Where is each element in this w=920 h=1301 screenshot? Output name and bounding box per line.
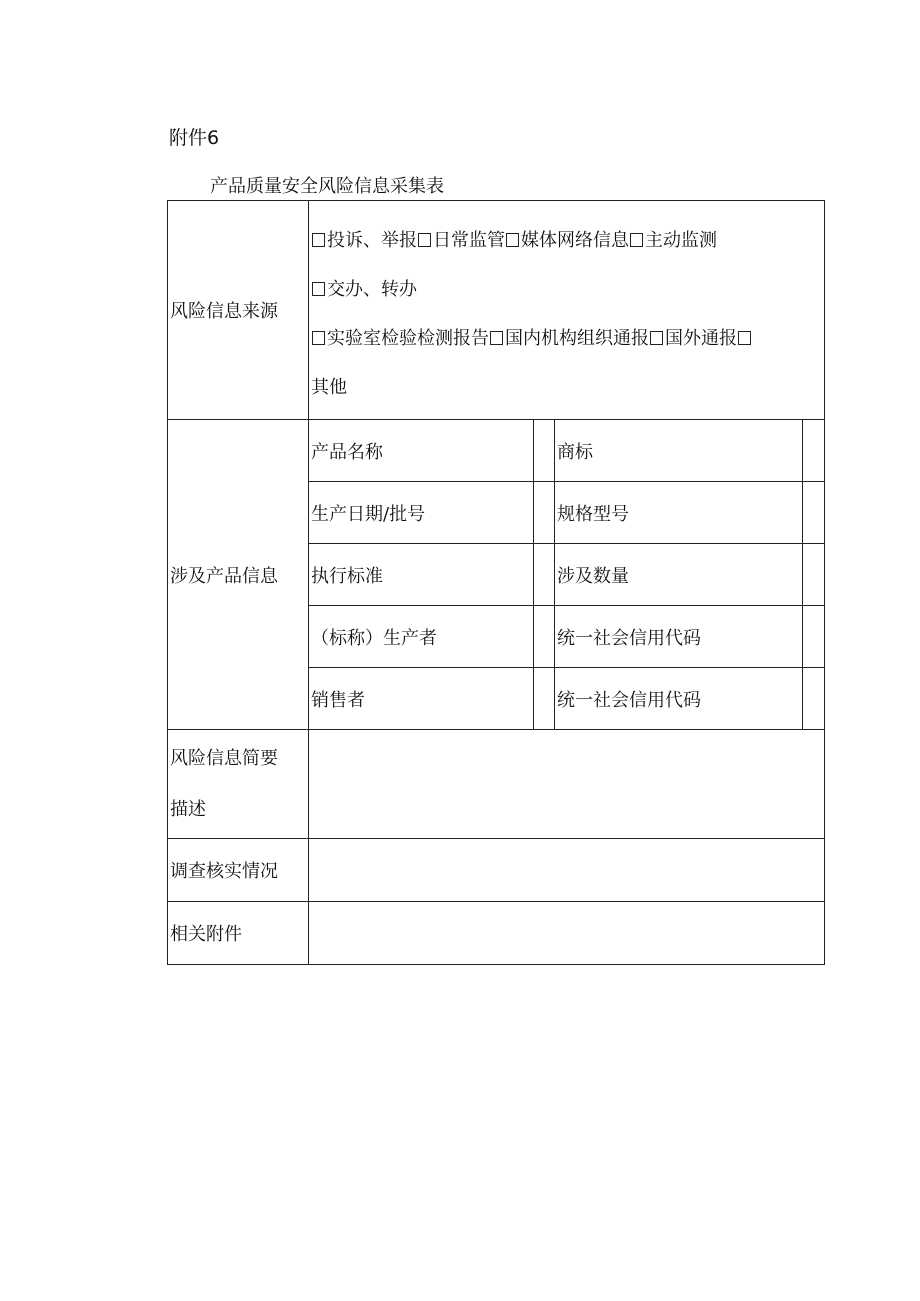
checkbox-assigned[interactable] bbox=[312, 282, 325, 296]
seller-value[interactable] bbox=[534, 668, 555, 730]
risk-source-line-1 bbox=[311, 216, 824, 265]
checkbox-other[interactable] bbox=[738, 331, 751, 345]
option-complaint: 投诉、举报 bbox=[327, 230, 417, 251]
attachment-number: 附件6 bbox=[169, 127, 220, 149]
description-row bbox=[168, 730, 825, 839]
attachments-value[interactable] bbox=[309, 902, 825, 965]
risk-source-line-2 bbox=[311, 265, 824, 314]
risk-source-line-4 bbox=[311, 363, 824, 412]
seller-label: 销售者 bbox=[309, 668, 534, 730]
product-info-label: 涉及产品信息 bbox=[168, 420, 309, 730]
product-name-value[interactable] bbox=[534, 420, 555, 482]
producer-credit-code-value[interactable] bbox=[803, 606, 825, 668]
production-date-label: 生产日期/批号 bbox=[309, 482, 534, 544]
risk-source-row bbox=[168, 201, 825, 420]
quantity-value[interactable] bbox=[803, 544, 825, 606]
investigation-label: 调查核实情况 bbox=[168, 839, 309, 902]
checkbox-lab-report[interactable] bbox=[312, 331, 325, 345]
checkbox-complaint[interactable] bbox=[312, 233, 325, 247]
option-domestic-notice: 国内机构组织通报 bbox=[505, 328, 649, 349]
option-lab-report: 实验室检验检测报告 bbox=[327, 328, 489, 349]
product-info-row-1 bbox=[168, 420, 825, 482]
option-foreign-notice: 国外通报 bbox=[665, 328, 737, 349]
option-active-monitoring: 主动监测 bbox=[645, 230, 717, 251]
risk-source-label: 风险信息来源 bbox=[168, 201, 309, 420]
production-date-value[interactable] bbox=[534, 482, 555, 544]
investigation-value[interactable] bbox=[309, 839, 825, 902]
description-label bbox=[168, 730, 309, 839]
trademark-value[interactable] bbox=[803, 420, 825, 482]
trademark-label: 商标 bbox=[555, 420, 803, 482]
seller-credit-code-label: 统一社会信用代码 bbox=[555, 668, 803, 730]
specification-label: 规格型号 bbox=[555, 482, 803, 544]
quantity-label: 涉及数量 bbox=[555, 544, 803, 606]
description-label-line-2: 描述 bbox=[170, 799, 206, 820]
standard-value[interactable] bbox=[534, 544, 555, 606]
seller-credit-code-value[interactable] bbox=[803, 668, 825, 730]
description-value[interactable] bbox=[309, 730, 825, 839]
option-assigned: 交办、转办 bbox=[327, 279, 417, 300]
risk-source-options bbox=[309, 201, 825, 420]
option-daily-supervision: 日常监管 bbox=[433, 230, 505, 251]
checkbox-daily-supervision[interactable] bbox=[418, 233, 431, 247]
producer-value[interactable] bbox=[534, 606, 555, 668]
risk-source-line-3 bbox=[311, 314, 824, 363]
form-title: 产品质量安全风险信息采集表 bbox=[210, 176, 444, 197]
producer-credit-code-label: 统一社会信用代码 bbox=[555, 606, 803, 668]
standard-label: 执行标准 bbox=[309, 544, 534, 606]
checkbox-active-monitoring[interactable] bbox=[630, 233, 643, 247]
risk-info-form-table bbox=[167, 200, 825, 965]
description-label-line-1: 风险信息简要 bbox=[170, 748, 278, 769]
specification-value[interactable] bbox=[803, 482, 825, 544]
checkbox-foreign-notice[interactable] bbox=[650, 331, 663, 345]
investigation-row bbox=[168, 839, 825, 902]
checkbox-domestic-notice[interactable] bbox=[490, 331, 503, 345]
producer-label: （标称）生产者 bbox=[309, 606, 534, 668]
checkbox-media-network[interactable] bbox=[506, 233, 519, 247]
option-media-network: 媒体网络信息 bbox=[521, 230, 629, 251]
product-name-label: 产品名称 bbox=[309, 420, 534, 482]
attachments-row bbox=[168, 902, 825, 965]
option-other: 其他 bbox=[311, 377, 347, 398]
attachments-label: 相关附件 bbox=[168, 902, 309, 965]
